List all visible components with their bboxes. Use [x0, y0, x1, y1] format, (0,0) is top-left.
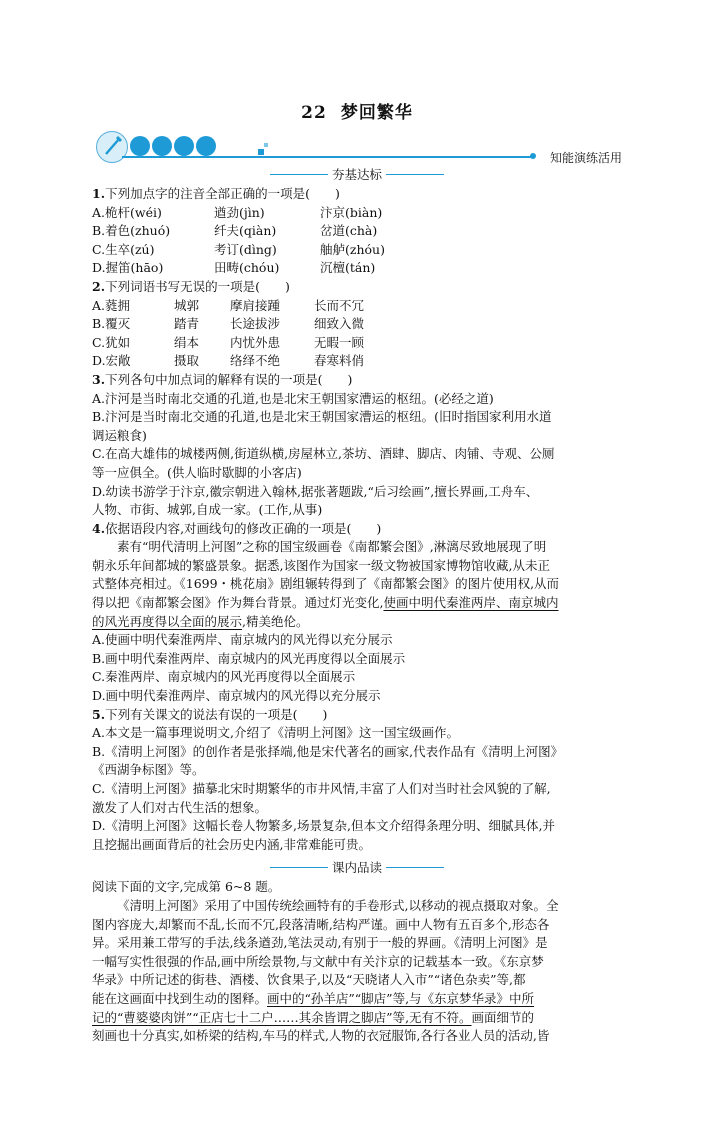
question-stem: 下列各句中加点词的解释有误的一项是( ): [105, 371, 353, 387]
square-decoration-icon: [258, 149, 264, 155]
question-2: [92, 278, 622, 297]
option-cell: D.宏敞: [92, 353, 131, 369]
option-cell: 摄取: [174, 353, 200, 369]
lesson-name: 梦回繁华: [340, 103, 413, 123]
banner-dot-icon: [174, 136, 194, 156]
option-cell: 长而不冗: [314, 297, 365, 313]
heading-rule-right: [386, 174, 444, 175]
option-row: [92, 315, 622, 334]
question-stem: 下列词语书写无误的一项是( ): [105, 278, 290, 294]
option-cell: 内忧外患: [230, 334, 281, 350]
underlined-sentence: 使画中明代秦淮两岸、南京城内: [383, 595, 559, 611]
option-row: [92, 297, 622, 316]
section-heading-basic: [92, 165, 622, 183]
worksheet-page: [92, 98, 622, 1046]
heading-rule-left: [270, 174, 328, 175]
option-cell: B.覆灭: [92, 316, 131, 332]
option-line: 激发了人们对古代生活的想象。: [92, 799, 268, 815]
square-decoration-icon: [264, 143, 268, 147]
option-cell: 城郭: [174, 297, 200, 313]
question-1: [92, 185, 622, 204]
passage-line: [92, 594, 622, 613]
option-line: 人物、市街、城郭,自成一家。(工作,从事): [92, 502, 323, 518]
passage-line: 朝永乐年间都城的繁盛景象。据悉,该图作为国家一级文物被国家博物馆收藏,从未正: [92, 557, 550, 573]
banner-label: 知能演练活用: [549, 151, 622, 165]
section-title: 课内品读: [331, 860, 382, 876]
option-line: D.幼读书游学于汴京,徽宗朝进入翰林,据张著题跋,“后习绘画”,擅长界画,工舟车、: [92, 483, 539, 499]
question-number: 5.: [92, 706, 106, 722]
banner-rule: [122, 156, 534, 158]
section-heading-reading: [92, 858, 622, 876]
question-number: 4.: [92, 520, 106, 536]
reading-line: [92, 1009, 622, 1028]
question-stem: 下列有关课文的说法有误的一项是( ): [105, 706, 328, 722]
option-line: A.本文是一篇事理说明文,介绍了《清明上河图》这一国宝级画作。: [92, 725, 459, 741]
reading-text: 画面细节的: [471, 1009, 535, 1025]
option-row: [92, 259, 622, 278]
option-cell: 岔道(chà): [320, 223, 378, 239]
option-line: C.在高大雄伟的城楼两侧,街道纵横,房屋林立,茶坊、酒肆、脚店、肉铺、寺观、公厕: [92, 446, 555, 462]
passage-line: [92, 613, 622, 632]
reading-line: 一幅写实性很强的作品,画中所绘景物,与文献中有关汴京的记载基本一致。《东京梦: [92, 953, 544, 969]
passage-line: 式整体亮相过。《1699・桃花扇》剧组辗转得到了《南都繁会图》的图片使用权,从而: [92, 576, 560, 592]
reading-line: [92, 990, 622, 1009]
option-cell: 长途拔涉: [230, 316, 281, 332]
option-cell: B.着色(zhuó): [92, 223, 171, 239]
option-line: C.秦淮两岸、南京城内的风光再度得以全面展示: [92, 669, 356, 685]
option-cell: 田畴(chóu): [214, 260, 280, 276]
heading-rule-left: [270, 867, 328, 868]
question-stem: 下列加点字的注音全部正确的一项是( ): [105, 186, 340, 201]
reading-line: 异。采用兼工带写的手法,线条遒劲,笔法灵动,有别于一般的界画。《清明上河图》是: [92, 935, 548, 951]
option-line: D.画中明代秦淮两岸、南京城内的风光得以充分展示: [92, 688, 381, 704]
option-cell: 汴京(biàn): [320, 204, 383, 220]
passage-text: 得以把《南都繁会图》作为舞台背景。通过灯光变化,: [92, 595, 384, 611]
question-number: 2.: [92, 278, 106, 294]
option-cell: C.生卒(zú): [92, 241, 155, 257]
option-cell: 舳舻(zhóu): [320, 241, 385, 257]
option-line: 《西湖争标图》等。: [92, 762, 205, 778]
option-line: B.画中明代秦淮两岸、南京城内的风光再度得以全面展示: [92, 650, 406, 666]
option-cell: 沉檀(tán): [320, 260, 376, 276]
option-row: [92, 222, 622, 241]
passage-line: 素有“明代清明上河图”之称的国宝级画卷《南都繁会图》,淋漓尽致地展现了明: [117, 539, 547, 555]
option-cell: C.犹如: [92, 334, 131, 350]
question-number: 3.: [92, 371, 106, 387]
question-stem: 依据语段内容,对画线句的修改正确的一项是( ): [105, 520, 382, 536]
option-cell: D.握笛(hāo): [92, 260, 164, 276]
pen-icon: [96, 131, 128, 163]
banner-line-dot-icon: [530, 153, 536, 159]
banner-dot-icon: [130, 136, 150, 156]
banner-dot-icon: [196, 136, 216, 156]
option-cell: 遒劲(jìn): [214, 204, 265, 220]
section-title: 夯基达标: [331, 167, 382, 182]
option-line: D.《清明上河图》这幅长卷人物繁多,场景复杂,但本文介绍得条理分明、细腻具体,并: [92, 818, 555, 834]
question-3: [92, 371, 622, 390]
option-cell: A.桅杆(wéi): [92, 204, 162, 220]
option-cell: 春寒料俏: [314, 353, 365, 369]
reading-line: 刻画也十分真实,如桥梁的结构,车马的样式,人物的衣冠服饰,各行各业人员的活动,皆: [92, 1028, 550, 1044]
option-cell: 细致入微: [314, 316, 365, 332]
option-cell: 摩肩接踵: [230, 297, 281, 313]
option-cell: 绢本: [174, 334, 200, 350]
option-line: A.汴河是当时南北交通的孔道,也是北宋王朝国家漕运的枢纽。(必经之道): [92, 390, 494, 406]
reading-line: 《清明上河图》采用了中国传统绘画特有的手卷形式,以移动的视点摄取对象。全: [117, 897, 559, 913]
reading-line: 图内容庞大,却繁而不乱,长而不冗,段落清晰,结构严谨。画中人物有五百多个,形态各: [92, 916, 550, 932]
underlined-sentence: 的风光再度得以全面的展示: [92, 613, 243, 629]
lesson-number: 22: [301, 103, 327, 123]
question-5: [92, 706, 622, 725]
option-line: 调运粮食): [92, 427, 147, 443]
option-cell: 考订(dìng): [214, 241, 277, 257]
option-line: B.《清明上河图》的创作者是张择端,他是宋代著名的画家,代表作品有《清明上河图》: [92, 743, 564, 759]
option-row: [92, 204, 622, 223]
reading-line: 华录》中所记述的街巷、酒楼、饮食果子,以及“天晓诸人入市”“诸色杂卖”等,都: [92, 972, 526, 988]
option-line: 且挖掘出画面背后的社会历史内涵,非常难能可贵。: [92, 836, 371, 852]
option-cell: 纤夫(qiàn): [214, 223, 277, 239]
option-cell: 踏青: [174, 316, 200, 332]
option-line: A.使画中明代秦淮两岸、南京城内的风光得以充分展示: [92, 632, 393, 648]
section-banner: [92, 131, 622, 165]
option-line: C.《清明上河图》描摹北宋时期繁华的市井风情,丰富了人们对当时社会风貌的了解,: [92, 781, 551, 796]
underlined-sentence: 画中的“孙羊店”“脚店”等,与《东京梦华录》中所: [267, 990, 535, 1006]
underlined-sentence: 记的“曹婆婆肉饼”“正店七十二户……其余皆谓之脚店”等,无有不符。: [92, 1009, 472, 1025]
option-row: [92, 241, 622, 260]
question-4: [92, 520, 622, 539]
option-row: [92, 352, 622, 371]
option-line: B.汴河是当时南北交通的孔道,也是北宋王朝国家漕运的枢纽。(旧时指国家利用水道: [92, 409, 552, 425]
lesson-title: [92, 98, 622, 123]
option-cell: 络绎不绝: [230, 353, 281, 369]
option-row: [92, 334, 622, 353]
question-number: 1.: [92, 186, 106, 201]
banner-dot-icon: [152, 136, 172, 156]
option-line: 等一应俱全。(供人临时歇脚的小客店): [92, 464, 302, 480]
option-cell: 无暇一顾: [314, 334, 365, 350]
reading-instructions: 阅读下面的文字,完成第 6~8 题。: [92, 879, 281, 895]
heading-rule-right: [386, 867, 444, 868]
reading-text: 能在这画面中找到生动的图释。: [92, 990, 268, 1006]
option-cell: A.蕤拥: [92, 297, 131, 313]
passage-text: ,精美绝伦。: [242, 613, 309, 629]
